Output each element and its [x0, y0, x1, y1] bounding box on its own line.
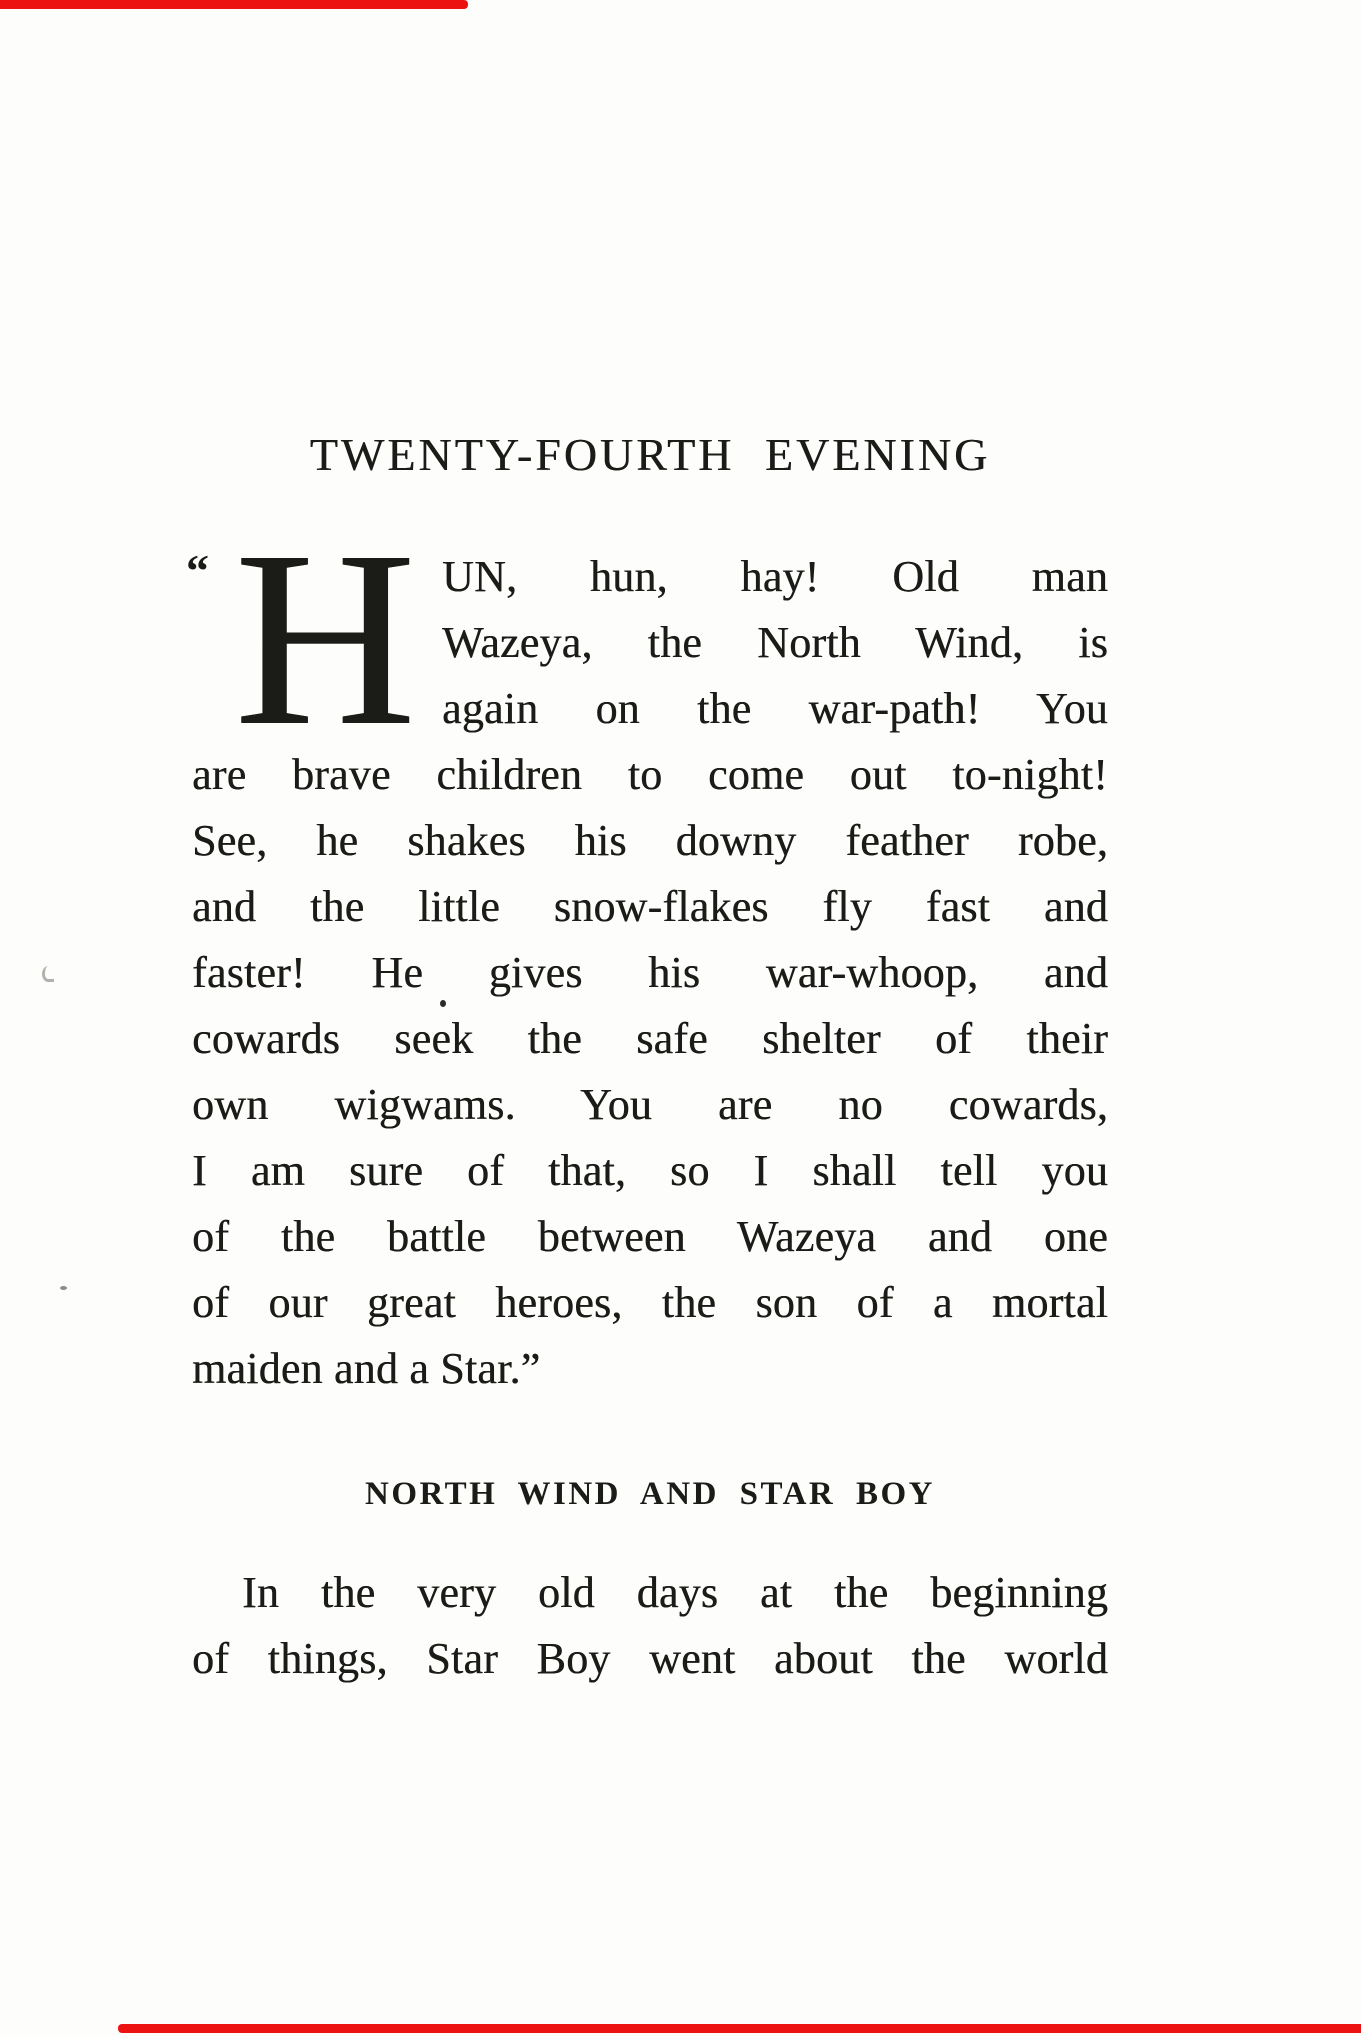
text-line: See, he shakes his downy feather robe, [192, 816, 1108, 865]
scan-speck [42, 966, 54, 982]
scan-edge-bottom [118, 2024, 1361, 2033]
scan-speck [60, 1286, 67, 1290]
text-line: maiden and a Star.” [192, 1344, 541, 1393]
text-line: and the little snow-flakes fly fast and [192, 882, 1108, 931]
text-line: of things, Star Boy went about the world [192, 1634, 1108, 1683]
opening-paragraph [186, 498, 1108, 1402]
text-line: are brave children to come out to-night! [192, 750, 1108, 799]
text-line: Wazeya, the North Wind, is [442, 618, 1108, 667]
text-line: UN, hun, hay! Old man [442, 552, 1108, 601]
text-block [186, 0, 1108, 1692]
text-line: of the battle between Wazeya and one [192, 1212, 1108, 1261]
text-line: faster! He gives his war-whoop, and [192, 948, 1108, 997]
text-line: of our great heroes, the son of a mortal [192, 1278, 1108, 1327]
page-title: TWENTY-FOURTH EVENING [309, 429, 991, 480]
text-line: cowards seek the safe shelter of their [192, 1014, 1108, 1063]
drop-cap: H [234, 498, 416, 778]
text-line: again on the war-path! You [442, 684, 1108, 733]
section-heading: NORTH WIND AND STAR BOY [364, 1476, 936, 1512]
text-line: I am sure of that, so I shall tell you [192, 1146, 1108, 1195]
text-line: own wigwams. You are no cowards, [192, 1080, 1108, 1129]
text-line: In the very old days at the beginning [242, 1568, 1108, 1617]
opening-quote-mark: “ [186, 545, 209, 596]
story-paragraph [192, 1560, 1108, 1692]
